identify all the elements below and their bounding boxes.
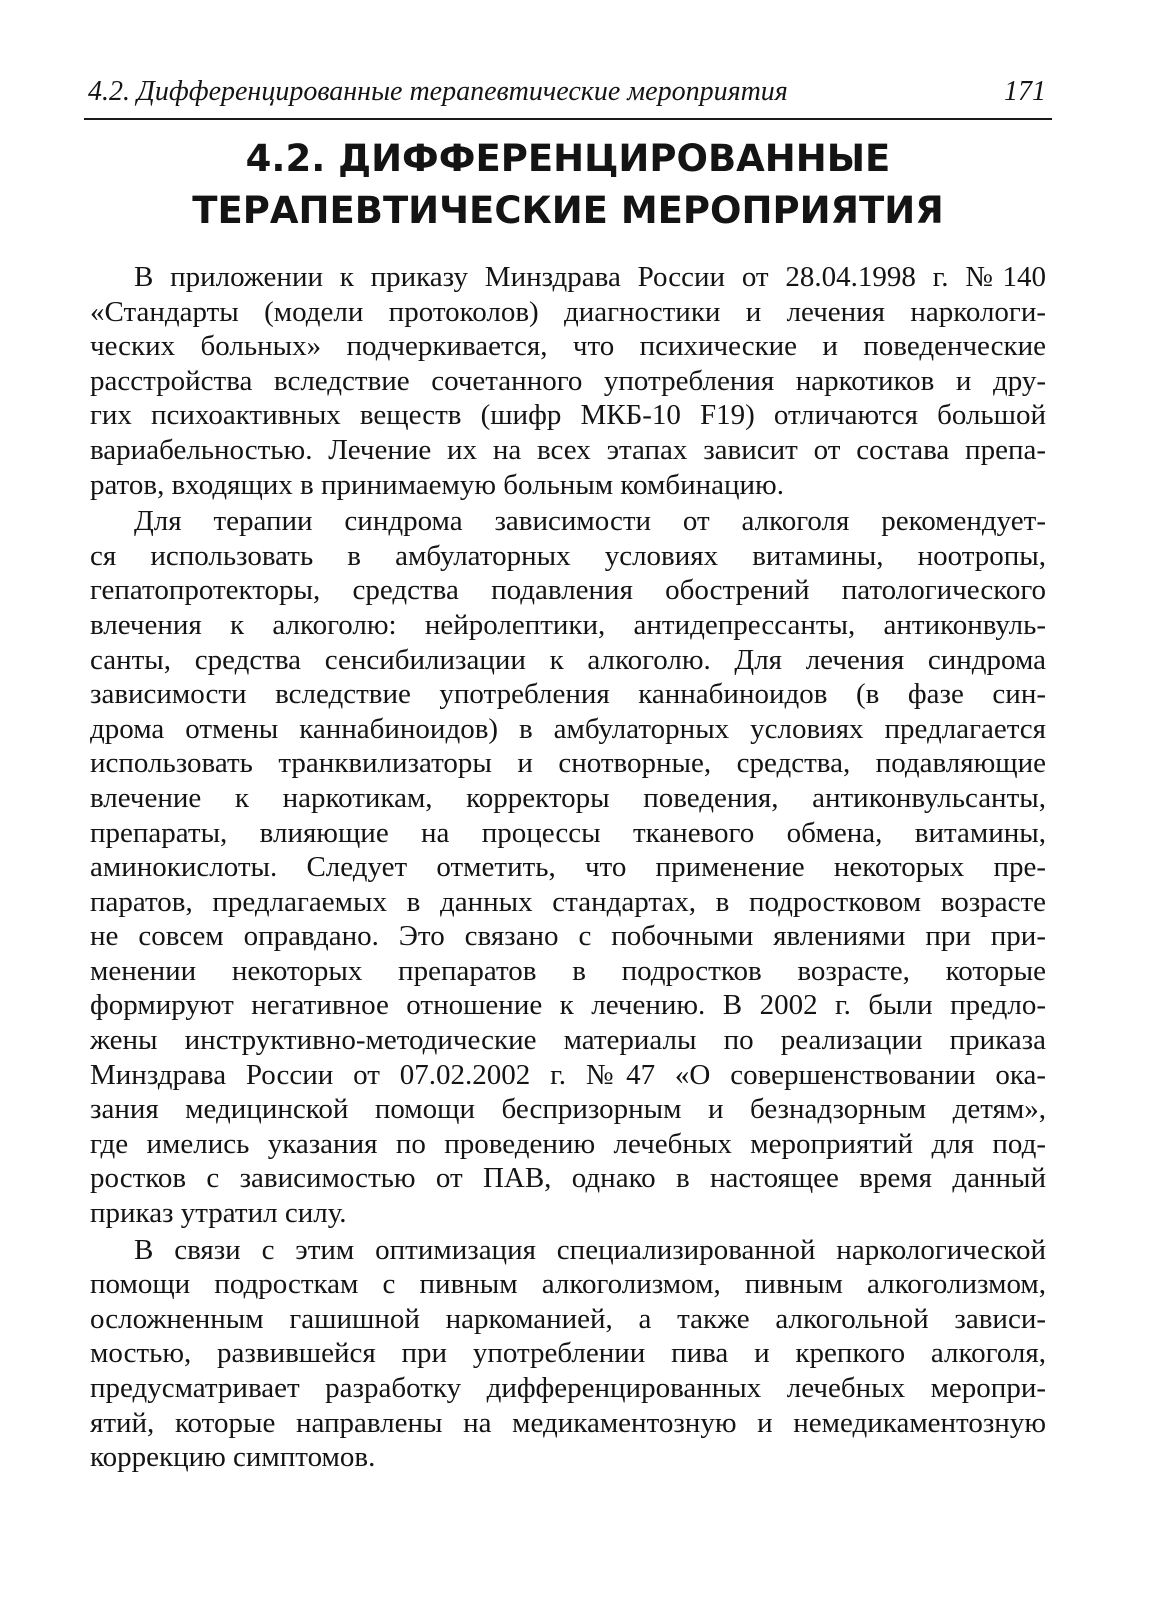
text-line: где имелись указания по проведению лечебных мероприятий для под-	[90, 1127, 1046, 1160]
text-line: расстройства вследствие сочетанного употребления наркотиков и дру-	[90, 364, 1046, 397]
text-line: ростков с зависимостью от ПАВ, однако в настоящее время данный	[90, 1162, 1046, 1195]
text-line: ратов, входящих в принимаемую больным комбинацию.	[90, 468, 784, 501]
text-line: приказ утратил силу.	[90, 1197, 347, 1230]
text-line: гепатопротекторы, средства подавления обострений патологического	[90, 574, 1046, 607]
text-line: препараты, влияющие на процессы тканевого обмена, витамины,	[90, 816, 1046, 849]
header-divider	[84, 118, 1052, 120]
body-text	[90, 260, 1046, 1475]
text-line: Минздрава России от 07.02.2002 г. №47 «О совершенствовании ока-	[90, 1058, 1046, 1091]
paragraph	[90, 260, 1046, 502]
text-line: Для терапии синдрома зависимости от алкоголя рекомендует-	[134, 505, 1046, 538]
text-line: коррекцию симптомов.	[90, 1441, 376, 1474]
text-line: ся использовать в амбулаторных условиях витамины, ноотропы,	[90, 539, 1046, 572]
text-line: осложненным гашишной наркоманией, а также алкогольной зависи-	[90, 1302, 1046, 1335]
text-line: не совсем оправдано. Это связано с побочными явлениями при при-	[90, 920, 1046, 953]
text-line: аминокислоты. Следует отметить, что применение некоторых пре-	[90, 851, 1046, 884]
text-line: ятий, которые направлены на медикаментозную и немедикаментозную	[90, 1406, 1046, 1439]
chapter-title-line: ТЕРАПЕВТИЧЕСКИЕ МЕРОПРИЯТИЯ	[192, 189, 944, 232]
paragraph	[90, 1233, 1046, 1475]
text-line: мостью, развившейся при употреблении пива и крепкого алкоголя,	[90, 1337, 1046, 1370]
text-line: менении некоторых препаратов в подростков возрасте, которые	[90, 954, 1046, 987]
text-line: жены инструктивно-методические материалы по реализации приказа	[90, 1024, 1046, 1057]
text-line: формируют негативное отношение к лечению. В 2002 г. были предло-	[90, 989, 1046, 1022]
text-line: влечение к наркотикам, корректоры поведения, антиконвульсанты,	[90, 781, 1046, 814]
paragraph	[90, 504, 1046, 1230]
text-line: ческих больных» подчеркивается, что психические и поведенческие	[90, 330, 1046, 363]
text-line: гих психоактивных веществ (шифр МКБ-10 F19) отличаются большой	[90, 399, 1046, 432]
page-number: 171	[1004, 76, 1046, 107]
text-line: В приложении к приказу Минздрава России от 28.04.1998 г. №140	[134, 261, 1046, 293]
text-line: вариабельностью. Лечение их на всех этапах зависит от состава препа-	[90, 433, 1046, 466]
text-line: помощи подросткам с пивным алкоголизмом, пивным алкоголизмом,	[90, 1268, 1046, 1301]
running-head-title: 4.2. Дифференцированные терапевтические мероприятия	[88, 76, 788, 107]
chapter-title	[84, 133, 1052, 237]
text-line: предусматривает разработку дифференцированных лечебных меропри-	[90, 1372, 1046, 1404]
text-line: влечения к алкоголю: нейролептики, антидепрессанты, антиконвуль-	[90, 608, 1046, 641]
running-head	[84, 72, 1052, 112]
chapter-title-line: 4.2. ДИФФЕРЕНЦИРОВАННЫЕ	[245, 137, 891, 180]
text-line: В связи с этим оптимизация специализированной наркологической	[134, 1233, 1046, 1266]
text-line: зания медицинской помощи беспризорным и безнадзорным детям»,	[90, 1093, 1046, 1126]
text-line: «Стандарты (модели протоколов) диагностики и лечения наркологи-	[90, 295, 1046, 328]
text-line: зависимости вследствие употребления каннабиноидов (в фазе син-	[90, 678, 1046, 711]
text-line: использовать транквилизаторы и снотворные, средства, подавляющие	[90, 747, 1046, 780]
text-line: паратов, предлагаемых в данных стандартах, в подростковом возрасте	[90, 885, 1046, 918]
text-line: санты, средства сенсибилизации к алкоголю. Для лечения синдрома	[90, 643, 1046, 676]
text-line: дрома отмены каннабиноидов) в амбулаторных условиях предлагается	[90, 712, 1046, 745]
